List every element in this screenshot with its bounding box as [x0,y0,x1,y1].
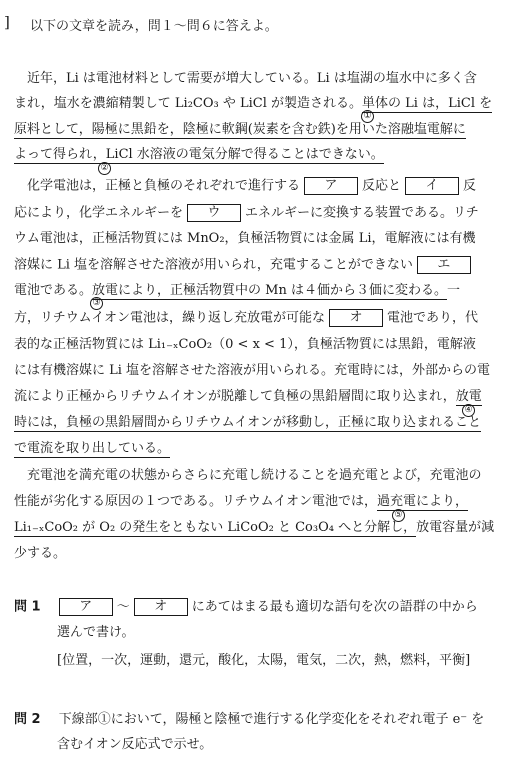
p2-line-3: ウム電池は，正極活物質には MnO₂，負極活物質には金属 Li，電解液には有機 [14,231,476,246]
p2-line-5-text: 電池である。 [14,283,93,298]
p2-line-8: には有機溶媒に Li 塩を溶解させた溶液が用いられる。充電時には，外部からの電 [14,363,491,378]
p2-line-2 [14,204,479,223]
q1-line-2: 選んで書け。 [57,625,135,640]
p1-line-2-text: まれ，塩水を濃縮精製して Li₂CO₃ や LiCl が製造される。 [14,96,363,111]
section-bracket: ] [4,13,10,31]
p2-line-5 [14,282,460,300]
q2-label: 問 2 [14,712,41,727]
p3-line-3 [14,519,494,537]
blank-o: オ [329,309,383,327]
p2-line-1 [14,177,476,196]
p2-line-9 [14,388,482,406]
blank-u: ウ [187,204,241,222]
p2-line-4-text: 溶媒に Li 塩を溶解させた溶液が用いられ，充電することができない [14,257,413,273]
p2-line-5-end: 一 [446,283,460,298]
underline-4-mid: 時には，負極の黒鉛層間からリチウムイオンが移動し，正極に取り込まれること [14,415,481,430]
underline-5-start: 過充電により， [376,494,468,509]
mark-2: ② [98,162,111,175]
underline-1-end: よって得られ， [14,147,106,162]
mark-1: ① [361,110,374,123]
question-1 [14,598,478,617]
p2-line-9-text: 流により正極からリチウムイオンが脱離して負極の黒鉛層間に取り込まれ， [14,389,456,404]
mark-3: ③ [90,297,103,310]
p2-line-1-text: 化学電池は，正極と負極のそれぞれで進行する [14,178,301,194]
p1-line-1: 近年，Li は電池材料として需要が増大している。Li は塩湖の塩水中に多く含 [14,71,477,86]
p2-line-11 [14,440,170,458]
blank-i: イ [405,177,459,195]
p3-line-4: 少する。 [14,546,67,561]
p2-line-1-mid: 反応と [362,178,402,194]
mark-5: ⑤ [392,509,405,522]
p2-line-4 [14,256,475,275]
p2-line-6-text: 方，リチウムイオン電池は，繰り返し充放電が可能な [14,310,325,326]
p2-line-10 [14,414,481,432]
blank-e: エ [417,256,471,274]
p2-line-6 [14,309,478,328]
q1-word-list: [位置，一次，運動，還元，酸化，太陽，電気，二次，熱，燃料，平衡] [57,653,471,668]
p2-line-2-end: エネルギーに変換する装置である。リチ [245,205,479,221]
p1-line-3 [14,121,466,139]
underline-1-start: 単体の Li は，LiCl を [362,96,493,111]
underline-5-mid: Li₁₋ₓCoO₂ が O₂ の発生をともない LiCoO₂ と Co₃O₄ へと分解し， [14,520,417,535]
p3-line-3-end: 放電容量が減 [416,520,495,535]
q1-box-start: ア [59,598,113,616]
underline-2: LiCl 水溶液の電気分解で得ることはできない。 [105,147,384,162]
underline-3: 放電により，正極活物質中の Mn は４価から３価に変わる。 [92,283,447,298]
p2-line-7: 表的な正極活物質には Li₁₋ₓCoO₂（0 < x < 1），負極活物質には黒鉛，電解液 [14,337,476,352]
question-2 [14,711,484,729]
q1-tilde: ～ [116,599,130,615]
q1-box-end: オ [134,598,188,616]
blank-a: ア [304,177,358,195]
underline-4-end: で電流を取り出している。 [14,441,171,456]
underline-4-start: 放電 [455,389,482,404]
p2-line-6-end: 電池であり，代 [386,310,478,326]
underline-1-mid: 原料として，陽極に黒鉛を，陰極に軟鋼(炭素を含む鉄)を用いた溶融塩電解に [14,122,466,137]
q1-label: 問 1 [14,599,41,615]
p1-line-4 [14,146,384,164]
q2-text-1: 下線部①において，陽極と陰極で進行する化学変化をそれぞれ電子 e⁻ を [58,712,485,727]
p3-line-2-text: 性能が劣化する原因の１つである。リチウムイオン電池では， [14,494,377,509]
q2-line-2: 含むイオン反応式で示せ。 [57,737,213,752]
p1-line-2 [14,95,492,113]
p2-line-1-end: 反 [463,178,477,194]
p2-line-2-text: 応により，化学エネルギーを [14,205,184,221]
mark-4: ④ [462,404,475,417]
q1-text-1: にあてはまる最も適切な語句を次の語群の中から [191,599,478,615]
p3-line-1: 充電池を満充電の状態からさらに充電し続けることを過充電とよび，充電池の [14,468,482,483]
instruction-text: 以下の文章を読み，問１～問６に答えよ。 [30,19,278,34]
